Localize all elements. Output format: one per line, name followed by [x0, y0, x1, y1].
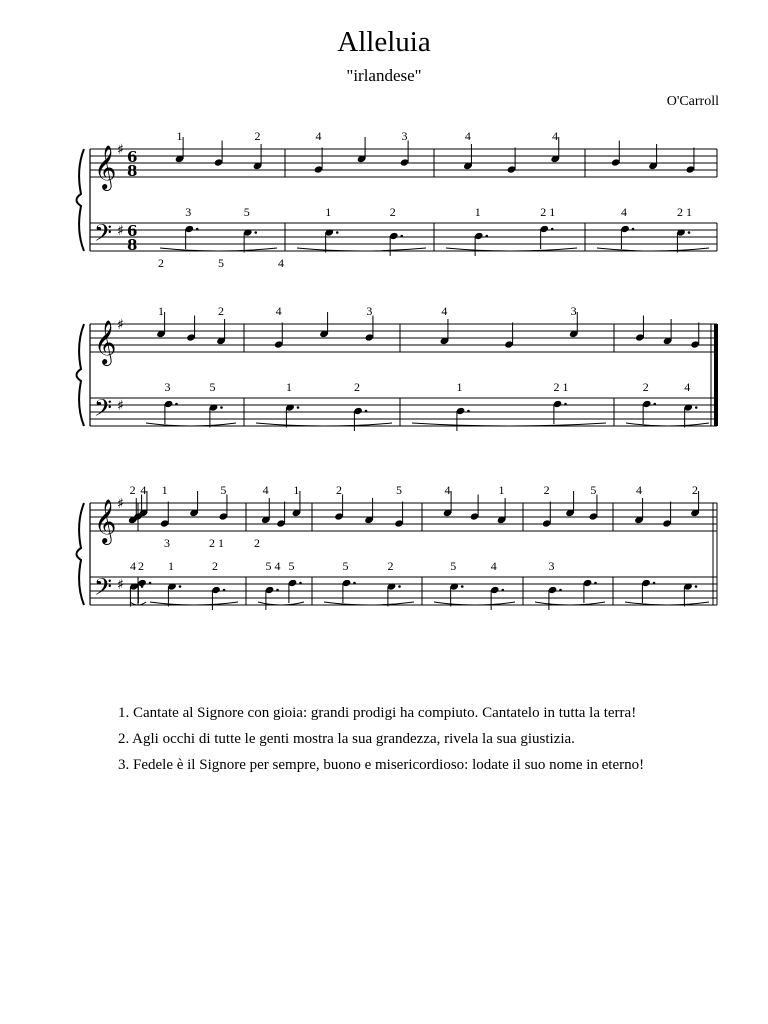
sharp-sign: ♯ — [117, 577, 124, 593]
fingering-number: 4 — [444, 483, 451, 497]
dot — [336, 231, 339, 234]
fingering-number: 4 — [621, 205, 627, 219]
time-signature-top: 6 — [127, 222, 138, 240]
final-barline — [714, 324, 718, 426]
fingering-number: 2 — [138, 559, 144, 573]
dot — [220, 406, 223, 409]
dot — [149, 582, 152, 585]
sharp-sign: ♯ — [117, 142, 124, 158]
fingering-number: 2 — [254, 129, 261, 143]
fingering-number: 1 — [176, 129, 183, 143]
dot — [276, 589, 279, 592]
sharp-sign: ♯ — [117, 496, 124, 512]
sharp-sign: ♯ — [117, 398, 124, 414]
dot — [179, 585, 182, 588]
fingering-number: 2 — [354, 380, 360, 394]
fingering-number: 2 — [158, 256, 164, 270]
fingering-number: 2 — [389, 205, 396, 219]
fingering-number: 5 4 — [265, 559, 281, 573]
time-signature-top: 6 — [127, 148, 138, 166]
fingering-number: 5 — [450, 559, 457, 573]
dot — [688, 231, 691, 234]
dot — [400, 235, 403, 238]
time-signature-bottom: 8 — [127, 162, 138, 180]
fingering-number: 5 — [243, 205, 250, 219]
fingering-number: 3 — [164, 536, 170, 550]
bass-clef: 𝄢 — [94, 219, 113, 252]
fingering-number: 2 — [254, 536, 260, 550]
fingering-number: 2 — [212, 559, 218, 573]
page-title: Alleluia — [337, 26, 431, 58]
treble-clef: 𝄞 — [94, 499, 117, 543]
fingering-number: 2 — [387, 559, 394, 573]
system-1 — [77, 129, 718, 270]
dot — [461, 585, 464, 588]
fingering-number: 3 — [401, 129, 408, 143]
dot — [175, 403, 178, 406]
system-2 — [77, 304, 719, 431]
fingering-number: 3 — [185, 205, 192, 219]
dot — [559, 589, 562, 592]
fingering-number: 1 — [286, 380, 292, 394]
dot — [254, 231, 257, 234]
fingering-number: 4 — [140, 483, 147, 497]
verse-2: 2. Agli occhi di tutte le genti mostra la sua grandezza, rivela la sua giustizia. — [118, 731, 575, 747]
dot — [632, 228, 635, 231]
fingering-number: 3 — [548, 559, 555, 573]
sharp-sign: ♯ — [117, 317, 124, 333]
fingering-number: 2 1 — [540, 205, 556, 219]
fingering-number: 2 — [336, 483, 342, 497]
fingering-number: 1 — [474, 205, 481, 219]
bass-clef: 𝄢 — [94, 573, 113, 606]
bass-clef: 𝄢 — [94, 394, 113, 427]
fingering-number: 1 — [168, 559, 174, 573]
dot — [695, 585, 698, 588]
fingering-number: 4 — [552, 129, 559, 143]
dot — [695, 406, 698, 409]
sharp-sign: ♯ — [117, 223, 124, 239]
fingering-number: 2 — [129, 483, 136, 497]
dot — [353, 582, 356, 585]
verses-block — [118, 700, 644, 778]
fingering-number: 4 — [684, 380, 691, 394]
composer-name: O'Carroll — [666, 94, 719, 109]
verse-3: 3. Fedele è il Signore per sempre, buono e misericordioso: lodate il suo nome in eterno! — [118, 757, 645, 773]
fingering-number: 5 — [396, 483, 402, 497]
fingering-number: 1 — [456, 380, 463, 394]
fingering-number: 1 — [158, 304, 164, 318]
fingering-number: 3 — [570, 304, 577, 318]
dot — [485, 235, 488, 238]
dot — [299, 582, 302, 585]
dot — [653, 582, 656, 585]
fingering-number: 4 — [262, 483, 269, 497]
fingering-number: 3 — [366, 304, 373, 318]
fingering-number: 5 — [218, 256, 224, 270]
fingering-number: 5 — [220, 483, 227, 497]
fingering-number: 2 1 — [677, 205, 692, 219]
fingering-number: 2 1 — [553, 380, 569, 394]
fingering-number: 2 — [642, 380, 649, 394]
page-subtitle: "irlandese" — [346, 66, 422, 85]
fingering-number: 4 — [464, 129, 471, 143]
time-signature-bottom: 8 — [127, 236, 138, 254]
fingering-number: 4 — [441, 304, 448, 318]
fingering-number: 4 — [275, 304, 282, 318]
fingering-number: 3 — [164, 380, 171, 394]
dot — [467, 410, 470, 413]
fingering-number: 2 — [218, 304, 224, 318]
fingering-number: 2 — [543, 483, 550, 497]
fingering-number: 1 — [161, 483, 168, 497]
verse-1: 1. Cantate al Signore con gioia: grandi prodigi ha compiuto. Cantatelo in tutta la terra! — [118, 705, 637, 721]
fingering-number: 4 — [130, 559, 136, 573]
fingering-number: 1 — [325, 205, 332, 219]
fingering-number: 4 — [315, 129, 322, 143]
dot — [653, 403, 656, 406]
fingering-number: 4 — [278, 256, 284, 270]
dot — [223, 589, 226, 592]
fingering-number: 5 — [209, 380, 216, 394]
fingering-number: 2 — [692, 483, 698, 497]
fingering-number: 5 — [590, 483, 597, 497]
dot — [594, 582, 597, 585]
dot — [551, 228, 554, 231]
fingering-number: 2 1 — [209, 536, 224, 550]
dot — [141, 585, 144, 588]
fingering-number: 1 — [293, 483, 300, 497]
fingering-number: 1 — [498, 483, 505, 497]
brace — [77, 149, 85, 251]
fingering-number: 5 — [288, 559, 295, 573]
dot — [196, 228, 199, 231]
dot — [501, 589, 504, 592]
treble-clef: 𝄞 — [94, 145, 117, 189]
dot — [297, 406, 300, 409]
dot — [398, 585, 401, 588]
fingering-number: 5 — [342, 559, 349, 573]
brace — [77, 324, 85, 426]
dot — [365, 410, 368, 413]
system-3 — [77, 483, 718, 610]
fingering-number: 4 — [636, 483, 642, 497]
brace — [77, 503, 85, 605]
dot — [564, 403, 567, 406]
treble-clef: 𝄞 — [94, 320, 117, 364]
fingering-number: 4 — [490, 559, 497, 573]
